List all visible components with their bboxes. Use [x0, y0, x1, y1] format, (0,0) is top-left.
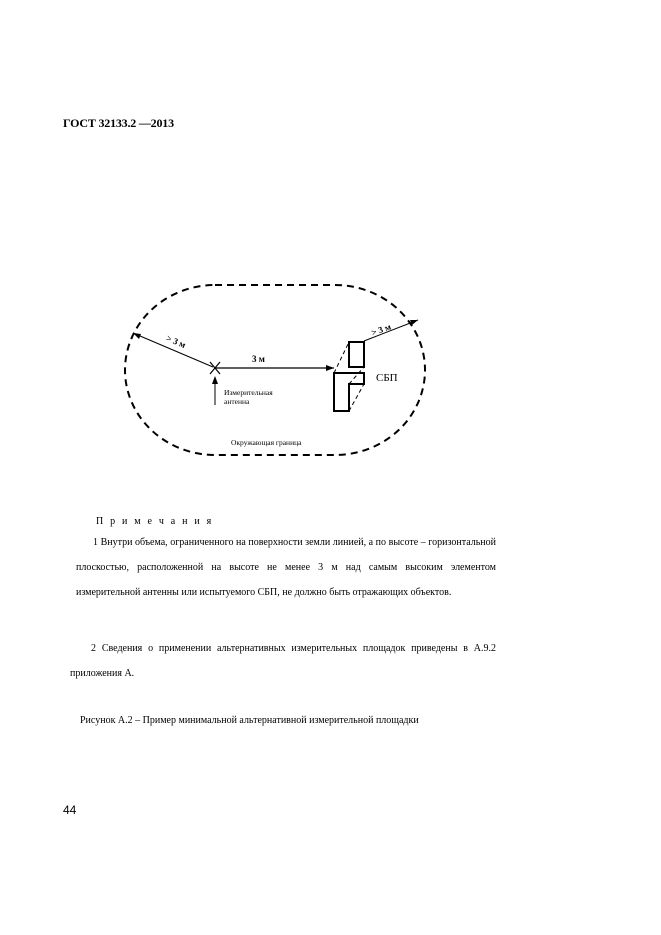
- dimension-label-horizontal: 3 м: [252, 354, 265, 364]
- dimension-label-right: > 3 м: [369, 321, 393, 338]
- boundary-label: Окружающая граница: [231, 438, 302, 447]
- antenna-label-line2: антенна: [224, 397, 250, 406]
- dimension-label-diagonal: > 3 м: [164, 332, 188, 351]
- boundary-outline: [125, 285, 425, 455]
- note-2: 2 Сведения о применении альтернативных измерительных площадок приведены в А.9.2 приложения А.: [70, 643, 496, 679]
- eut-upper-block: [349, 342, 364, 367]
- antenna-label-line1: Измерительная: [224, 388, 273, 397]
- note-1: 1 Внутри объема, ограниченного на поверхности земли линией, а по высоте – горизонтальной плоскостью, расположенной на высоте не менее 3 м над самым высоким элементом измерительной антенны или испытуемого СБП, не должно быть отражающих объектов.: [76, 537, 496, 598]
- notes-title: П р и м е ч а н и я: [96, 516, 214, 527]
- page-number: 44: [63, 803, 77, 817]
- document-header: ГОСТ 32133.2 —2013: [63, 116, 174, 130]
- eut-label: СБП: [376, 372, 398, 384]
- figure-caption: Рисунок А.2 – Пример минимальной альтернативной измерительной площадки: [80, 715, 419, 726]
